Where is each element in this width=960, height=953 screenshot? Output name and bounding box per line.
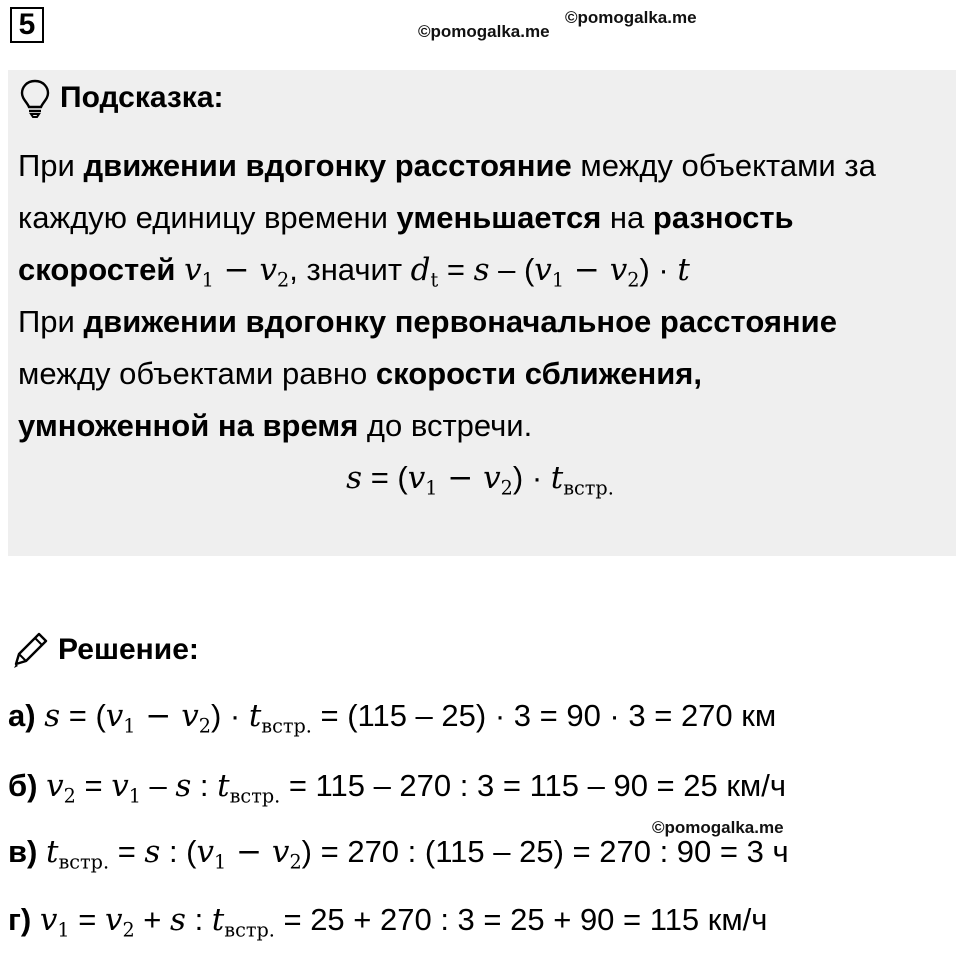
solution-line-c: в) $t_{встр.} = s$ : $(v_1 - v_2) = 270$ : (115 – 25) = 270 : 90 = 3 ч	[8, 834, 789, 874]
hint-line-2: каждую единицу времени уменьшается на разность	[18, 200, 794, 235]
solution-line-d: г) $v_1 = v_2 + s$ : $t_{встр.} = 25 + 270$ : 3 = 25 + 90 = 115 км/ч	[8, 902, 768, 942]
solution-line-b: б) $v_2 = v_1 - s$ : $t_{встр.} = 115 - 270$ : 3 = 115 – 90 = 25 км/ч	[8, 768, 786, 808]
hint-line-6: умноженной на время до встречи.	[18, 408, 533, 443]
solution-title: Решение:	[58, 633, 199, 666]
hint-line-1: При движении вдогонку расстояние между объектами за	[18, 148, 876, 183]
hint-line-5: между объектами равно скорости сближения,	[18, 356, 702, 391]
watermark: ©pomogalka.me	[652, 818, 784, 837]
solution-heading	[10, 630, 199, 670]
pencil-icon	[10, 630, 50, 670]
hint-formula: $s = (v_1 - v_2) \cdot t_{встр.}$	[346, 460, 614, 500]
watermark: ©pomogalka.me	[565, 8, 697, 27]
hint-heading	[18, 78, 224, 118]
hint-title: Подсказка:	[60, 81, 224, 114]
task-number: 5	[10, 7, 44, 43]
hint-line-4: При движении вдогонку первоначальное расстояние	[18, 304, 837, 339]
lightbulb-icon	[18, 78, 52, 118]
solution-line-a: а) $s = (v_1 - v_2) \cdot t_{встр.} = (115 - 25) \cdot 3 = 90 \cdot 3 = 270$ км	[8, 698, 777, 738]
watermark: ©pomogalka.me	[418, 22, 550, 41]
hint-line-3: скоростей $v_1 - v_2$, значит $d_t = s - (v_1 - v_2) \cdot t$	[18, 252, 690, 292]
